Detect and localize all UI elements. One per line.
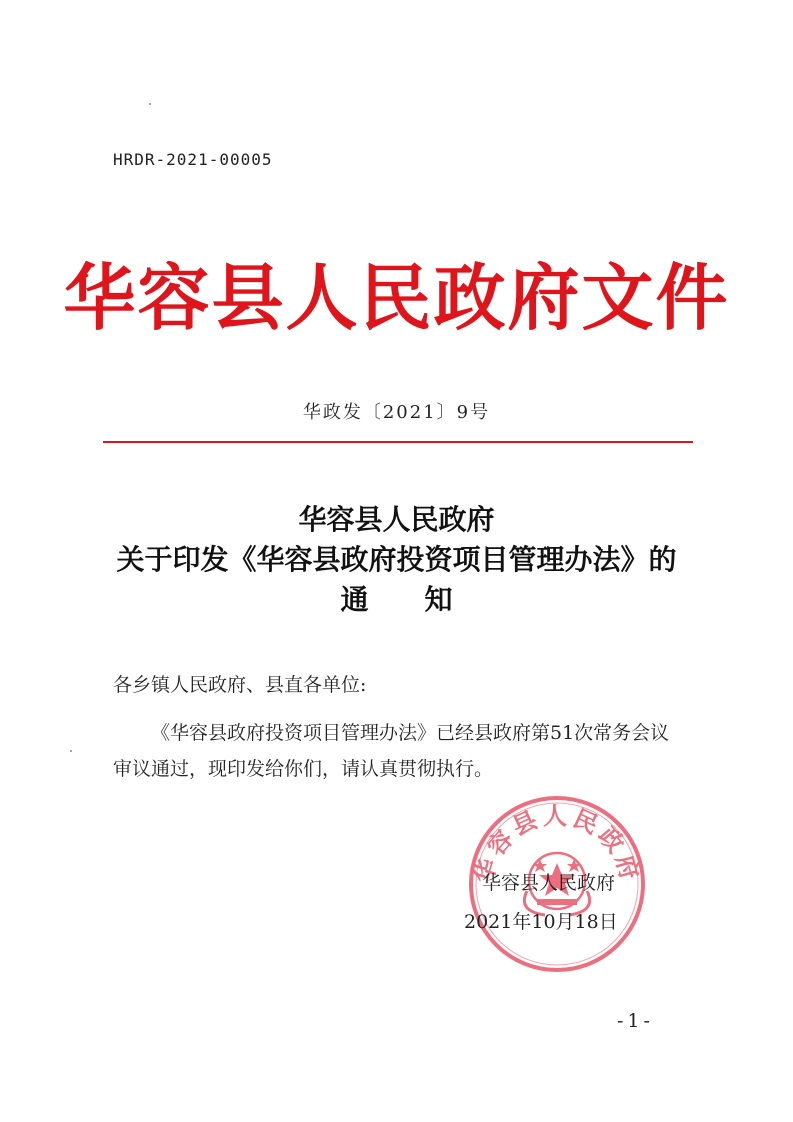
title-line-subject: 关于印发《华容县政府投资项目管理办法》的	[116, 543, 677, 576]
notice-title	[0, 500, 793, 620]
issue-date: 2021年10月18日	[464, 911, 618, 933]
page-number: -1-	[617, 1010, 654, 1032]
scan-speck	[149, 103, 151, 105]
title-line-issuer: 华容县人民政府	[298, 503, 495, 536]
scan-speck	[70, 750, 72, 752]
body-paragraph: 《华容县政府投资项目管理办法》已经县政府第51次常务会议审议通过，现印发给你们，请认真贯彻执行。	[113, 722, 670, 780]
masthead-title: 华容县人民政府文件	[63, 255, 730, 340]
seal-text: 华容县人民政府	[468, 801, 646, 887]
salutation: 各乡镇人民政府、县直各单位:	[113, 674, 367, 696]
title-line-notice: 通知	[340, 583, 509, 616]
issuer-signature: 华容县人民政府	[482, 872, 616, 894]
document-number: 华政发〔2021〕9号	[302, 402, 491, 423]
document-code: HRDR-2021-00005	[113, 150, 273, 169]
red-divider-line	[103, 441, 693, 443]
